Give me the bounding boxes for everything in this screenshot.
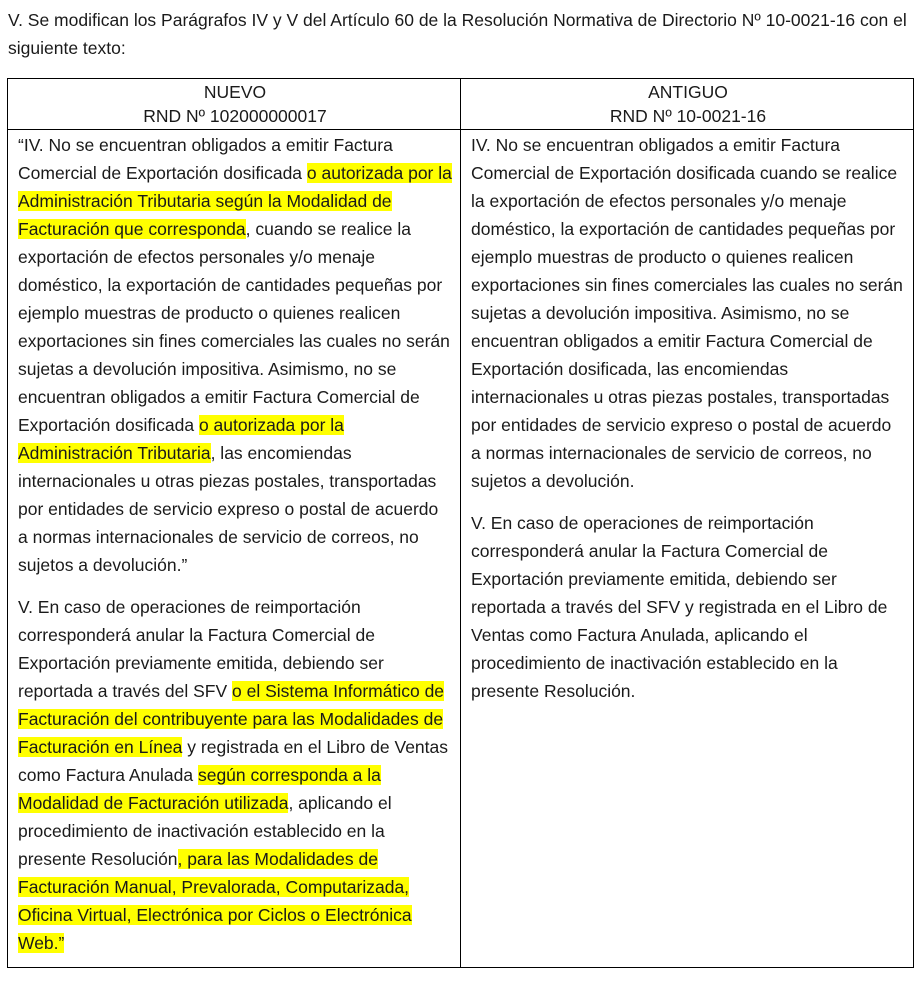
header-old xyxy=(461,79,914,130)
header-row xyxy=(8,79,914,130)
text-segment: , cuando se realice la exportación de efectos personales y/o menaje doméstico, la exportación de cantidades pequeñas por ejemplo muestras de producto o quienes realicen exportaciones sin fines comerciales las cuales no serán sujetas a devolución impositiva. Asimismo, no se encuentran obligados a emitir Factura Comercial de Exportación dosificada xyxy=(18,219,450,435)
text-segment: y registrada en el Libro de Ventas como Factura Anulada xyxy=(18,737,449,785)
header-old-title: ANTIGUO xyxy=(648,82,728,102)
text-segment: “IV. No se encuentran obligados a emitir Factura Comercial de Exportación dosificada xyxy=(18,135,393,183)
text-segment: , aplicando el procedimiento de inactivación establecido en la presente Resolución xyxy=(18,793,392,869)
highlighted-text: según corresponda a la Modalidad de Facturación utilizada xyxy=(18,765,381,813)
text-segment: , las encomiendas internacionales u otras piezas postales, transportadas por entidades de servicio expreso o postal de acuerdo a normas internacionales de servicio de correos, no sujetos a devolución.” xyxy=(18,443,439,575)
new-paragraph-iv xyxy=(18,131,452,579)
header-old-subtitle: RND Nº 10-0021-16 xyxy=(609,106,767,126)
old-text-cell xyxy=(461,130,914,968)
new-text-cell xyxy=(8,130,461,968)
old-paragraph-v: V. En caso de operaciones de reimportación corresponderá anular la Factura Comercial de Exportación previamente emitida, debiendo ser reportada a través del SFV y registrada en el Libro de Ventas como Factura Anulada, aplicando el procedimiento de inactivación establecido en la presente Resolución. xyxy=(471,513,888,701)
highlighted-text: , para las Modalidades de Facturación Manual, Prevalorada, Computarizada, Oficina Virtual, Electrónica por Ciclos o Electrónica Web.” xyxy=(18,849,412,953)
body-row xyxy=(8,130,914,968)
header-new xyxy=(8,79,461,130)
old-paragraph-iv: IV. No se encuentran obligados a emitir Factura Comercial de Exportación dosificada cuando se realice la exportación de efectos personales y/o menaje doméstico, la exportación de cantidades pequeñas por ejemplo muestras de producto o quienes realicen exportaciones sin fines comerciales las cuales no serán sujetas a devolución impositiva. Asimismo, no se encuentran obligados a emitir Factura Comercial de Exportación dosificada, las encomiendas internacionales u otras piezas postales, transportadas por entidades de servicio expreso o postal de acuerdo a normas internacionales de servicio de correos, no sujetos a devolución. xyxy=(471,135,903,491)
intro-paragraph: V. Se modifican los Parágrafos IV y V del Artículo 60 de la Resolución Normativa de Directorio Nº 10-0021-16 con el siguiente texto: xyxy=(8,10,907,58)
header-new-subtitle: RND Nº 102000000017 xyxy=(143,106,327,126)
header-new-title: NUEVO xyxy=(203,82,267,102)
highlighted-text: o autorizada por la Administración Tributaria según la Modalidad de Facturación que corresponda xyxy=(18,163,452,239)
text-segment: V. En caso de operaciones de reimportación corresponderá anular la Factura Comercial de Exportación previamente emitida, debiendo ser reportada a través del SFV xyxy=(18,597,384,701)
comparison-table xyxy=(7,78,914,968)
highlighted-text: o el Sistema Informático de Facturación del contribuyente para las Modalidades de Facturación en Línea xyxy=(18,681,445,757)
highlighted-text: o autorizada por la Administración Tributaria xyxy=(18,415,344,463)
new-paragraph-v xyxy=(18,593,452,957)
